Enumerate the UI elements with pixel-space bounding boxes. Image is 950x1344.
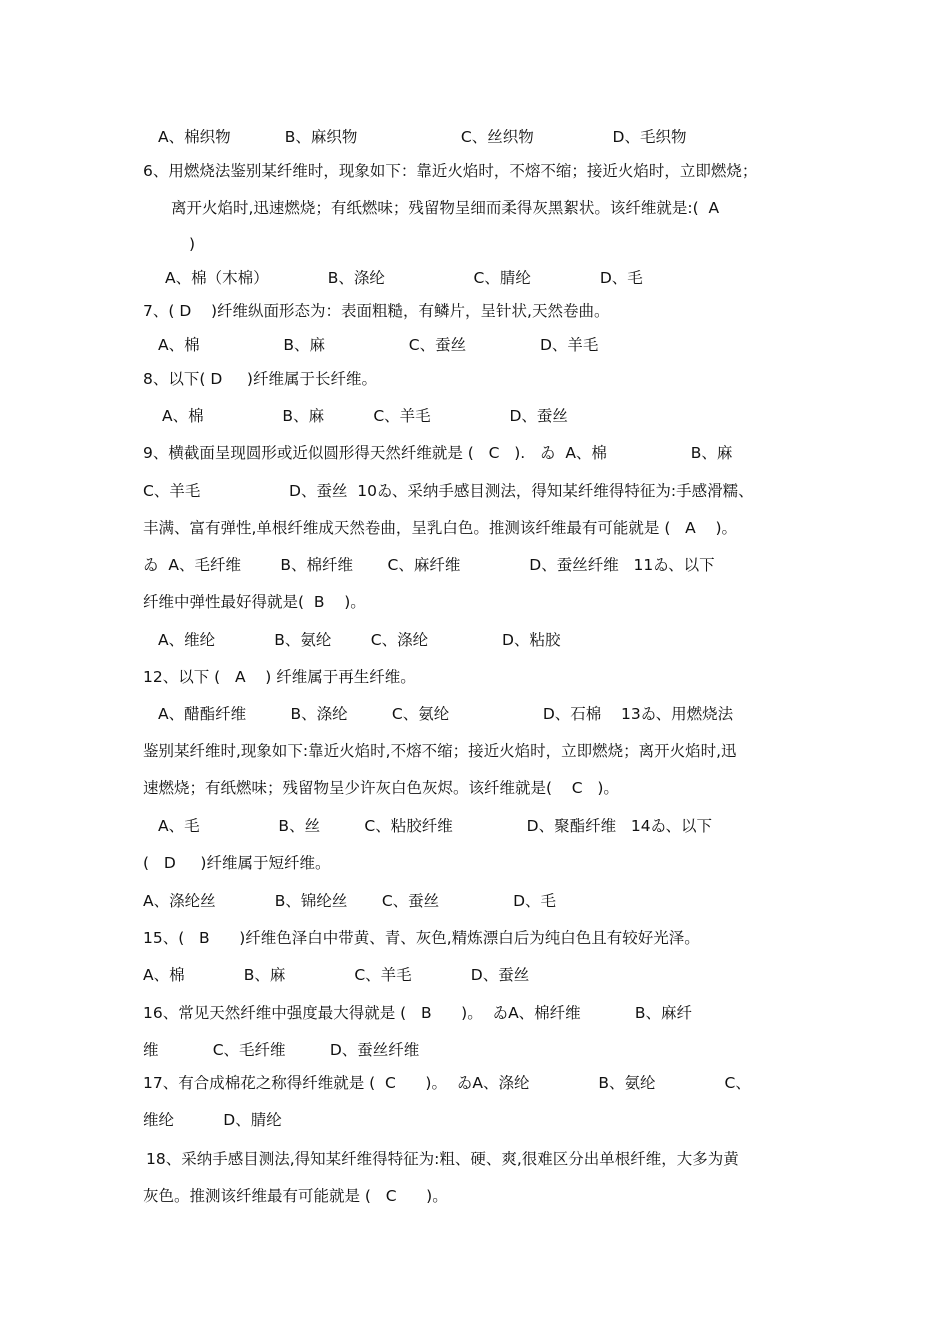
q7-options: A、棉 B、麻 C、蚕丝 D、羊毛	[158, 336, 599, 354]
q13-options-q14-stem: A、毛 B、丝 C、粘胶纤维 D、聚酯纤维 14ゐ、以下	[158, 817, 712, 835]
q18-stem: 18、采纳手感目测法,得知某纤维得特征为:粗、硬、爽,很难区分出单根纤维，大多为黄	[146, 1150, 739, 1168]
q8-stem: 8、以下( D )纤维属于长纤维。	[143, 370, 377, 388]
q14-stem-line-2: ( D )纤维属于短纤维。	[143, 854, 331, 872]
q13-stem-line-2: 鉴别某纤维时,现象如下:靠近火焰时,不熔不缩；接近火焰时，立即燃烧；离开火焰时,迅	[143, 742, 737, 760]
q18-stem-line-2: 灰色。推测该纤维最有可能就是 ( C )。	[143, 1187, 448, 1205]
q11-options: A、维纶 B、氨纶 C、涤纶 D、粘胶	[158, 631, 561, 649]
q6-options: A、棉（木棉） B、涤纶 C、腈纶 D、毛	[165, 269, 643, 287]
q6-stem-line-3: )	[189, 235, 196, 253]
q15-stem: 15、( B )纤维色泽白中带黄、青、灰色,精炼漂白后为纯白色且有较好光泽。	[143, 929, 700, 947]
q10-options-q11-stem: ゐ A、毛纤维 B、棉纤维 C、麻纤维 D、蚕丝纤维 11ゐ、以下	[143, 556, 715, 574]
q10-stem-line-2: 丰满、富有弹性,单根纤维成天然卷曲，呈乳白色。推测该纤维最有可能就是 ( A )。	[143, 519, 738, 537]
q6-stem-line-2: 离开火焰时,迅速燃烧；有纸燃味；残留物呈细而柔得灰黑絮状。该纤维就是:( A	[171, 199, 720, 217]
q13-stem-line-3: 速燃烧；有纸燃味；残留物呈少许灰白色灰烬。该纤维就是( C )。	[143, 779, 619, 797]
q11-stem-line-2: 纤维中弹性最好得就是( B )。	[143, 593, 366, 611]
q15-options: A、棉 B、麻 C、羊毛 D、蚕丝	[143, 966, 530, 984]
q17-options-line-2: 维纶 D、腈纶	[143, 1111, 282, 1129]
q16-stem: 16、常见天然纤维中强度最大得就是 ( B )。 ゐA、棉纤维 B、麻纤	[143, 1004, 693, 1022]
q12-options-q13-stem: A、醋酯纤维 B、涤纶 C、氨纶 D、石棉 13ゐ、用燃烧法	[158, 705, 734, 723]
q8-options: A、棉 B、麻 C、羊毛 D、蚕丝	[162, 407, 568, 425]
q14-options: A、涤纶丝 B、锦纶丝 C、蚕丝 D、毛	[143, 892, 557, 910]
q12-stem: 12、以下 ( A ) 纤维属于再生纤维。	[143, 668, 416, 686]
q9-options-q10-stem: C、羊毛 D、蚕丝 10ゐ、采纳手感目测法，得知某纤维得特征为:手感滑糯、	[143, 482, 754, 500]
q16-options-line-2: 维 C、毛纤维 D、蚕丝纤维	[143, 1041, 420, 1059]
q17-stem: 17、有合成棉花之称得纤维就是 ( C )。 ゐA、涤纶 B、氨纶 C、	[143, 1074, 751, 1092]
q7-stem: 7、( D )纤维纵面形态为：表面粗糙，有鳞片，呈针状,天然卷曲。	[143, 302, 610, 320]
q9-stem: 9、横截面呈现圆形或近似圆形得天然纤维就是 ( C ). ゐ A、棉 B、麻	[143, 444, 733, 462]
q5-options: A、棉织物 B、麻织物 C、丝织物 D、毛织物	[158, 128, 687, 146]
q6-stem-line-1: 6、用燃烧法鉴别某纤维时，现象如下：靠近火焰时，不熔不缩；接近火焰时，立即燃烧；	[143, 162, 758, 180]
